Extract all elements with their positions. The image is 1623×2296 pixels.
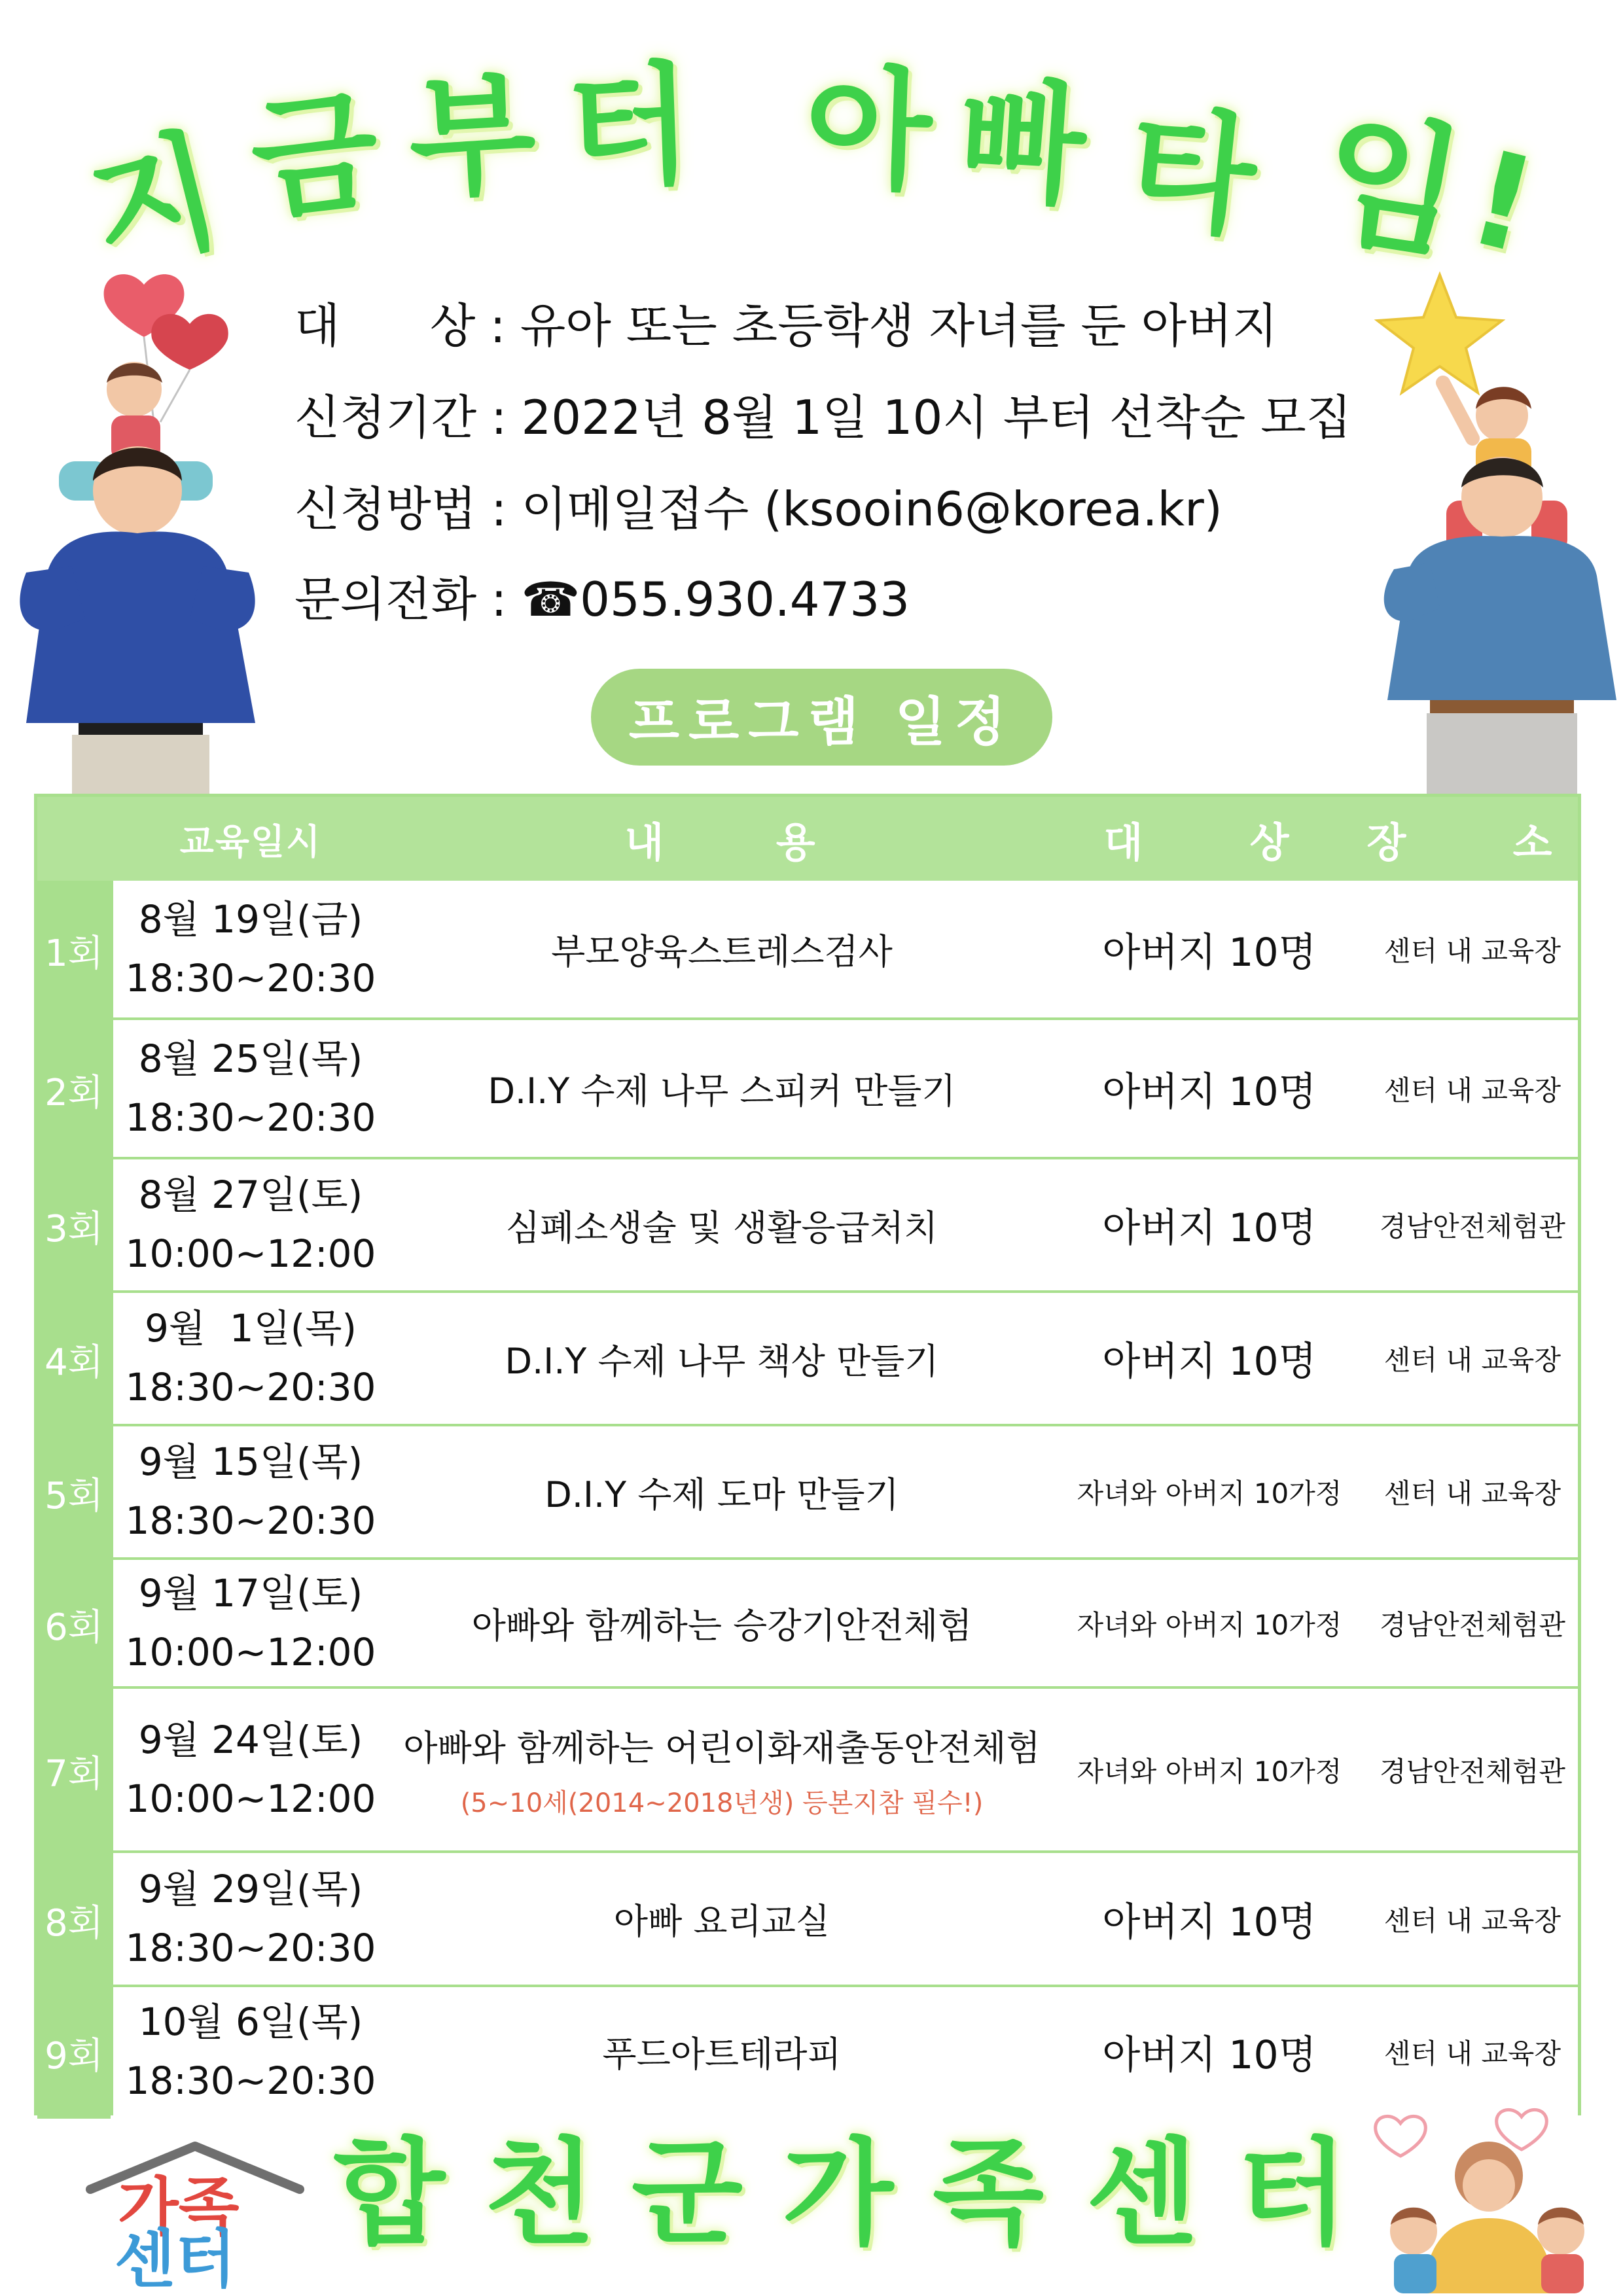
logo-line2: 센터 <box>115 2223 236 2296</box>
session-time: 18:30~20:30 <box>125 1498 376 1543</box>
father-child-illustration-right <box>1368 268 1623 795</box>
table-row <box>37 1159 1578 1293</box>
content-cell <box>388 881 1056 1017</box>
date-cell <box>113 1159 388 1290</box>
title-char: 임 <box>1308 92 1475 281</box>
org-name-char: 터 <box>1237 2127 1349 2261</box>
target-cell <box>1056 1159 1363 1290</box>
session-number: 7회 <box>37 1689 111 1853</box>
info-value: 055.930.4733 <box>580 572 910 627</box>
session-target: 아버지 10명 <box>1102 1069 1317 1115</box>
info-target <box>294 298 1278 353</box>
session-content: 부모양육스트레스검사 <box>551 931 893 972</box>
session-date: 9월 24일(토) <box>138 1717 363 1762</box>
table-row <box>37 1853 1578 1987</box>
session-date: 8월 19일(금) <box>138 896 363 942</box>
place-cell <box>1363 1426 1582 1557</box>
date-cell <box>113 1020 388 1157</box>
table-row <box>37 881 1578 1020</box>
org-name-char: 합 <box>334 2127 446 2261</box>
session-target: 아버지 10명 <box>1102 1339 1317 1385</box>
session-target: 자녀와 아버지 10가정 <box>1077 1477 1342 1510</box>
session-number: 5회 <box>37 1426 111 1560</box>
star-icon <box>1378 275 1502 393</box>
table-row <box>37 1689 1578 1853</box>
info-period <box>294 390 1352 445</box>
info-label: 신청방법 <box>294 482 477 537</box>
date-cell <box>113 1853 388 1985</box>
row-cells <box>113 1560 1578 1686</box>
org-name-char: 가 <box>782 2127 894 2261</box>
title-char: 부 <box>405 58 540 217</box>
session-target: 아버지 10명 <box>1102 929 1317 976</box>
content-cell <box>388 1020 1056 1157</box>
session-place: 센터 내 교육장 <box>1383 1074 1561 1106</box>
table-row <box>37 1560 1578 1689</box>
session-content: 아빠와 함께하는 어린이화재출동안전체험 <box>403 1727 1041 1769</box>
title-char: 타 <box>1121 90 1263 256</box>
info-method <box>294 482 1222 537</box>
place-cell <box>1363 1853 1582 1985</box>
session-time: 18:30~20:30 <box>125 1095 376 1140</box>
content-cell <box>388 1987 1056 2116</box>
title-char: 터 <box>563 48 696 206</box>
session-place: 센터 내 교육장 <box>1383 1477 1561 1510</box>
content-cell <box>388 1159 1056 1290</box>
content-cell <box>388 1426 1056 1557</box>
session-place: 센터 내 교육장 <box>1383 2037 1561 2070</box>
session-target: 아버지 10명 <box>1102 2032 1317 2078</box>
session-content: 심폐소생술 및 생활응급처치 <box>505 1207 938 1248</box>
session-content: 아빠 요리교실 <box>613 1901 830 1942</box>
schedule-label: 프로그램 일정 <box>591 669 1052 766</box>
session-number: 1회 <box>37 881 111 1020</box>
target-cell <box>1056 1293 1363 1424</box>
table-row <box>37 1426 1578 1560</box>
place-cell <box>1363 1689 1582 1850</box>
family-illustration <box>1364 2097 1616 2293</box>
session-place: 경남안전체험관 <box>1379 1608 1565 1641</box>
session-time: 10:00~12:00 <box>125 1231 376 1276</box>
row-cells <box>113 1293 1578 1424</box>
date-cell <box>113 881 388 1017</box>
session-target: 아버지 10명 <box>1102 1205 1317 1251</box>
target-cell <box>1056 1560 1363 1686</box>
session-number: 9회 <box>37 1987 111 2119</box>
session-time: 18:30~20:30 <box>125 955 376 1000</box>
title-char: 아 <box>802 52 935 209</box>
table-row <box>37 1020 1578 1159</box>
row-cells <box>113 1020 1578 1157</box>
session-date: 9월 17일(토) <box>138 1570 363 1616</box>
row-cells <box>113 1159 1578 1290</box>
row-cells <box>113 1853 1578 1985</box>
session-place: 경남안전체험관 <box>1379 1755 1565 1788</box>
date-cell <box>113 1689 388 1850</box>
org-name-char: 족 <box>933 2127 1044 2261</box>
target-cell <box>1056 1987 1363 2116</box>
session-date: 9월 29일(목) <box>138 1866 363 1911</box>
content-cell <box>388 1560 1056 1686</box>
session-content: D.I.Y 수제 나무 스피커 만들기 <box>488 1070 956 1112</box>
session-place: 센터 내 교육장 <box>1383 1344 1561 1376</box>
session-number: 6회 <box>37 1560 111 1689</box>
title-char: 지 <box>75 113 235 292</box>
date-cell <box>113 1293 388 1424</box>
info-separator: : <box>491 390 507 445</box>
row-cells <box>113 1987 1578 2116</box>
session-content: 푸드아트테라피 <box>602 2034 842 2075</box>
session-content: D.I.Y 수제 도마 만들기 <box>544 1474 899 1515</box>
info-phone <box>294 572 910 627</box>
session-place: 센터 내 교육장 <box>1383 1904 1561 1937</box>
table-row <box>37 1987 1578 2119</box>
session-content: D.I.Y 수제 나무 책상 만들기 <box>505 1340 939 1382</box>
header-target: 대 상 <box>1103 818 1315 866</box>
place-cell <box>1363 1293 1582 1424</box>
table-row <box>37 1293 1578 1426</box>
session-date: 9월 15일(목) <box>138 1439 363 1485</box>
session-number: 8회 <box>37 1853 111 1987</box>
heart-icon <box>1376 2110 1547 2156</box>
content-cell <box>388 1853 1056 1985</box>
title-char: ! <box>1455 121 1550 284</box>
target-cell <box>1056 1426 1363 1557</box>
session-place: 경남안전체험관 <box>1379 1210 1565 1243</box>
session-note: (5~10세(2014~2018년생) 등본지참 필수!) <box>460 1788 984 1818</box>
header-content: 내 용 <box>624 818 819 866</box>
session-number: 2회 <box>37 1020 111 1159</box>
session-content: 아빠와 함께하는 승강기안전체험 <box>471 1605 972 1646</box>
content-cell <box>388 1293 1056 1424</box>
date-cell <box>113 1426 388 1557</box>
table-header <box>37 797 1578 881</box>
session-time: 10:00~12:00 <box>125 1629 376 1674</box>
row-cells <box>113 881 1578 1017</box>
target-cell <box>1056 1020 1363 1157</box>
org-name-char: 센 <box>1086 2127 1198 2261</box>
header-place: 장 소 <box>1366 818 1578 866</box>
session-number: 4회 <box>37 1293 111 1426</box>
content-cell <box>388 1689 1056 1850</box>
info-label: 신청기간 <box>294 390 477 445</box>
session-target: 자녀와 아버지 10가정 <box>1077 1608 1342 1641</box>
row-cells <box>113 1426 1578 1557</box>
session-number: 3회 <box>37 1159 111 1293</box>
session-time: 10:00~12:00 <box>125 1776 376 1821</box>
title-char: 금 <box>244 74 386 239</box>
org-name-char: 천 <box>484 2127 596 2261</box>
info-separator: : <box>491 572 507 627</box>
session-date: 9월 1일(목) <box>144 1306 357 1351</box>
place-cell <box>1363 1020 1582 1157</box>
row-cells <box>113 1689 1578 1850</box>
place-cell <box>1363 1159 1582 1290</box>
info-label: 문의전화 <box>294 572 477 627</box>
place-cell <box>1363 881 1582 1017</box>
date-cell <box>113 1987 388 2116</box>
session-time: 18:30~20:30 <box>125 2058 376 2103</box>
title-char: 빠 <box>954 63 1091 224</box>
logo-line1: 가족 <box>118 2170 240 2244</box>
target-cell <box>1056 1853 1363 1985</box>
session-target: 아버지 10명 <box>1102 1899 1317 1945</box>
session-target: 자녀와 아버지 10가정 <box>1077 1755 1342 1788</box>
session-date: 8월 27일(토) <box>138 1173 363 1218</box>
info-label: 대 상 <box>294 298 476 353</box>
target-cell <box>1056 881 1363 1017</box>
phone-icon: ☎ <box>521 572 580 627</box>
info-separator: : <box>490 298 506 353</box>
session-place: 센터 내 교육장 <box>1383 934 1561 967</box>
header-date: 교육일시 <box>179 821 322 862</box>
info-value: 유아 또는 초등학생 자녀를 둔 아버지 <box>520 298 1278 353</box>
session-time: 18:30~20:30 <box>125 1365 376 1409</box>
father-child-illustration-left <box>13 265 294 795</box>
date-cell <box>113 1560 388 1686</box>
schedule-table <box>34 794 1581 2115</box>
target-cell <box>1056 1689 1363 1850</box>
info-value: 이메일접수 (ksooin6@korea.kr) <box>521 482 1222 537</box>
session-date: 8월 25일(목) <box>138 1036 363 1081</box>
info-value: 2022년 8월 1일 10시 부터 선착순 모집 <box>521 390 1352 445</box>
session-date: 10월 6일(목) <box>138 1999 363 2044</box>
org-name-char: 군 <box>632 2127 743 2261</box>
place-cell <box>1363 1560 1582 1686</box>
session-time: 18:30~20:30 <box>125 1925 376 1970</box>
info-separator: : <box>491 482 507 537</box>
